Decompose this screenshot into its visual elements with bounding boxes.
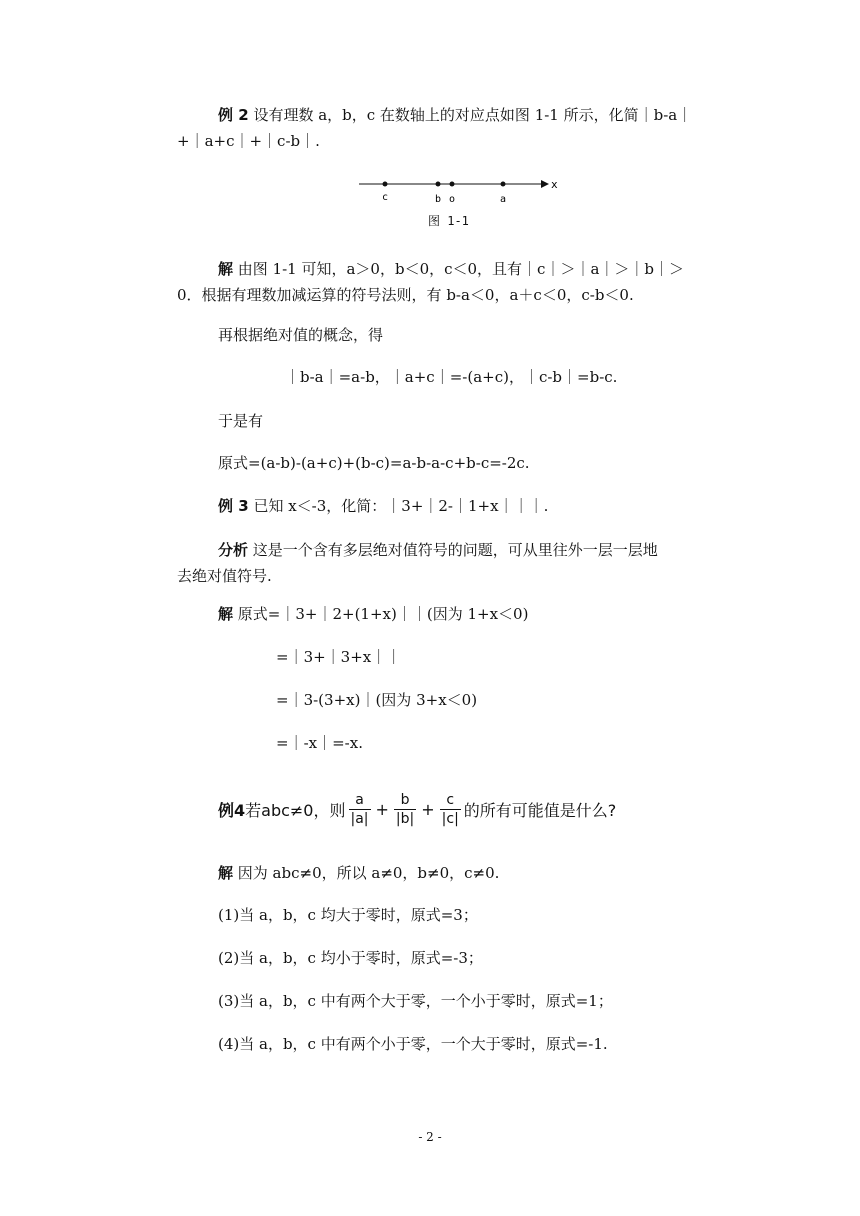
solution2-line5: 于是有 (218, 412, 264, 430)
solution2-line1: 解 由图 1-1 可知，a＞0，b＜0，c＜0，且有｜c｜＞｜a｜＞｜b｜＞ (218, 260, 684, 278)
fraction-a (349, 791, 371, 828)
solution3-line3: =｜3-(3+x)｜(因为 3+x＜0) (276, 691, 478, 709)
example4-suffix: 的所有可能值是什么? (463, 800, 617, 820)
example4-prefix: 若abc≠0，则 (245, 800, 346, 820)
example3-label: 例 3 (218, 497, 249, 515)
solution3-line2: =｜3+｜3+x｜｜ (276, 648, 402, 666)
analysis3-line1: 分析 这是一个含有多层绝对值符号的问题，可从里往外一层一层地 (218, 541, 658, 559)
fraction-c (440, 791, 461, 828)
solution2-line6: 原式=(a-b)-(a+c)+(b-c)=a-b-a-c+b-c=-2c. (218, 454, 530, 472)
figure-caption: 图 1-1 (428, 214, 469, 228)
point-b-label: b (435, 194, 442, 205)
analysis3-label: 分析 (218, 541, 249, 559)
solution4-line1: 解 因为 abc≠0，所以 a≠0，b≠0，c≠0. (218, 864, 500, 882)
fraction-c-denominator: |c| (441, 810, 459, 827)
point-b-dot (436, 182, 441, 187)
solution4-case1: (1)当 a，b，c 均大于零时，原式=3； (218, 906, 478, 924)
point-a-dot (501, 182, 506, 187)
example3-line: 例 3 已知 x＜-3，化简：｜3+｜2-｜1+x｜｜｜. (218, 497, 549, 515)
solution2-line3: 再根据绝对值的概念，得 (218, 326, 384, 344)
fraction-a-denominator: |a| (350, 810, 369, 827)
example2-line2: +｜a+c｜+｜c-b｜. (177, 132, 320, 150)
point-a-label: a (500, 194, 507, 205)
fraction-b (394, 791, 416, 828)
point-c-dot (383, 182, 388, 187)
fraction-b-numerator: b (400, 791, 410, 808)
solution2-label: 解 (218, 260, 234, 278)
solution4-case4: (4)当 a，b，c 中有两个小于零，一个大于零时，原式=-1. (218, 1035, 608, 1053)
analysis3-line2: 去绝对值符号. (177, 567, 272, 585)
axis-arrow-icon (541, 180, 549, 188)
solution2-line4: ｜b-a｜=a-b，｜a+c｜=-(a+c)，｜c-b｜=b-c. (285, 368, 618, 386)
solution3-line4: =｜-x｜=-x. (276, 734, 363, 752)
example4-line (218, 784, 616, 834)
example4-label: 例4 (218, 800, 246, 820)
fraction-c-numerator: c (446, 791, 455, 808)
solution3-label: 解 (218, 605, 234, 623)
fraction-a-numerator: a (355, 791, 364, 808)
solution4-case3: (3)当 a，b，c 中有两个大于零，一个小于零时，原式=1； (218, 992, 613, 1010)
solution4-label: 解 (218, 864, 234, 882)
plus-sign-2: + (421, 799, 435, 819)
fraction-b-denominator: |b| (395, 810, 415, 827)
solution2-line2: 0．根据有理数加减运算的符号法则，有 b-a＜0，a＋c＜0，c-b＜0. (177, 286, 634, 304)
point-o-label: o (449, 194, 456, 205)
page-number: - 2 - (418, 1130, 442, 1144)
solution3-line1: 解 原式=｜3+｜2+(1+x)｜｜(因为 1+x＜0) (218, 605, 529, 623)
example2-label: 例 2 (218, 106, 249, 124)
point-o-dot (450, 182, 455, 187)
axis-label: x (551, 178, 558, 191)
plus-sign-1: + (375, 799, 389, 819)
solution4-case2: (2)当 a，b，c 均小于零时，原式=-3； (218, 949, 483, 967)
example2-line1: 例 2 设有理数 a，b，c 在数轴上的对应点如图 1-1 所示，化简｜b-a｜ (218, 106, 693, 124)
point-c-label: c (382, 192, 389, 203)
